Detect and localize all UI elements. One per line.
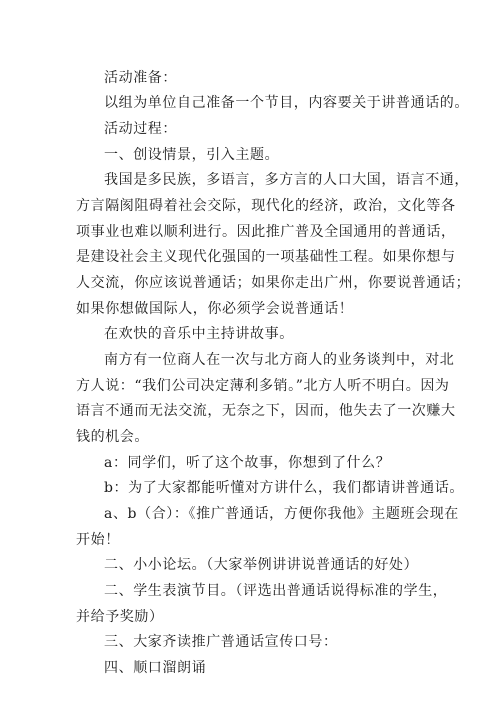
text-line: 并给予奖励）: [76, 609, 164, 625]
text-line: 钱的机会。: [76, 429, 149, 445]
text-line: 活动过程：: [104, 121, 177, 137]
text-line: 语言不通而无法交流，无奈之下，因而，他失去了一次赚大: [76, 403, 456, 419]
text-line: a、b（合）：《推广普通话，方便你我他》主题班会现在: [104, 506, 459, 522]
text-line: b：为了大家都能听懂对方讲什么，我们都请讲普通话。: [104, 480, 464, 496]
text-line: 一、创设情景，引入主题。: [104, 147, 280, 163]
text-line: 四、顺口溜朗诵: [104, 660, 207, 676]
text-line: 以组为单位自己准备一个节目，内容要关于讲普通话的。: [104, 95, 469, 111]
text-line: 三、大家齐读推广普通话宣传口号：: [104, 634, 338, 650]
text-line: 二、小小论坛。（大家举例讲讲说普通话的好处）: [104, 557, 419, 573]
text-line: a：同学们，听了这个故事，你想到了什么？: [104, 455, 391, 471]
text-line: 方言隔阂阻碍着社会交际，现代化的经济，政治，文化等各: [76, 198, 456, 214]
text-line: 是建设社会主义现代化强国的一项基础性工程。如果你想与: [76, 249, 456, 265]
text-line: 人交流，你应该说普通话；如果你走出广州，你要说普通话；: [76, 275, 471, 291]
text-line: 我国是多民族，多语言，多方言的人口大国，语言不通，: [104, 172, 469, 188]
text-line: 开始！: [76, 532, 120, 548]
text-line: 在欢快的音乐中主持讲故事。: [104, 326, 294, 342]
text-line: 活动准备：: [104, 70, 177, 86]
text-line: 项事业也难以顺利进行。因此推广普及全国通用的普通话，: [76, 224, 456, 240]
text-line: 南方有一位商人在一次与北方商人的业务谈判中，对北: [104, 352, 455, 368]
text-line: 二、学生表演节目。（评选出普通话说得标准的学生，: [104, 583, 448, 599]
text-line: 方人说：“我们公司决定薄利多销。”北方人听不明白。因为: [76, 378, 450, 394]
text-line: 如果你想做国际人，你必须学会说普通话！: [76, 301, 354, 317]
